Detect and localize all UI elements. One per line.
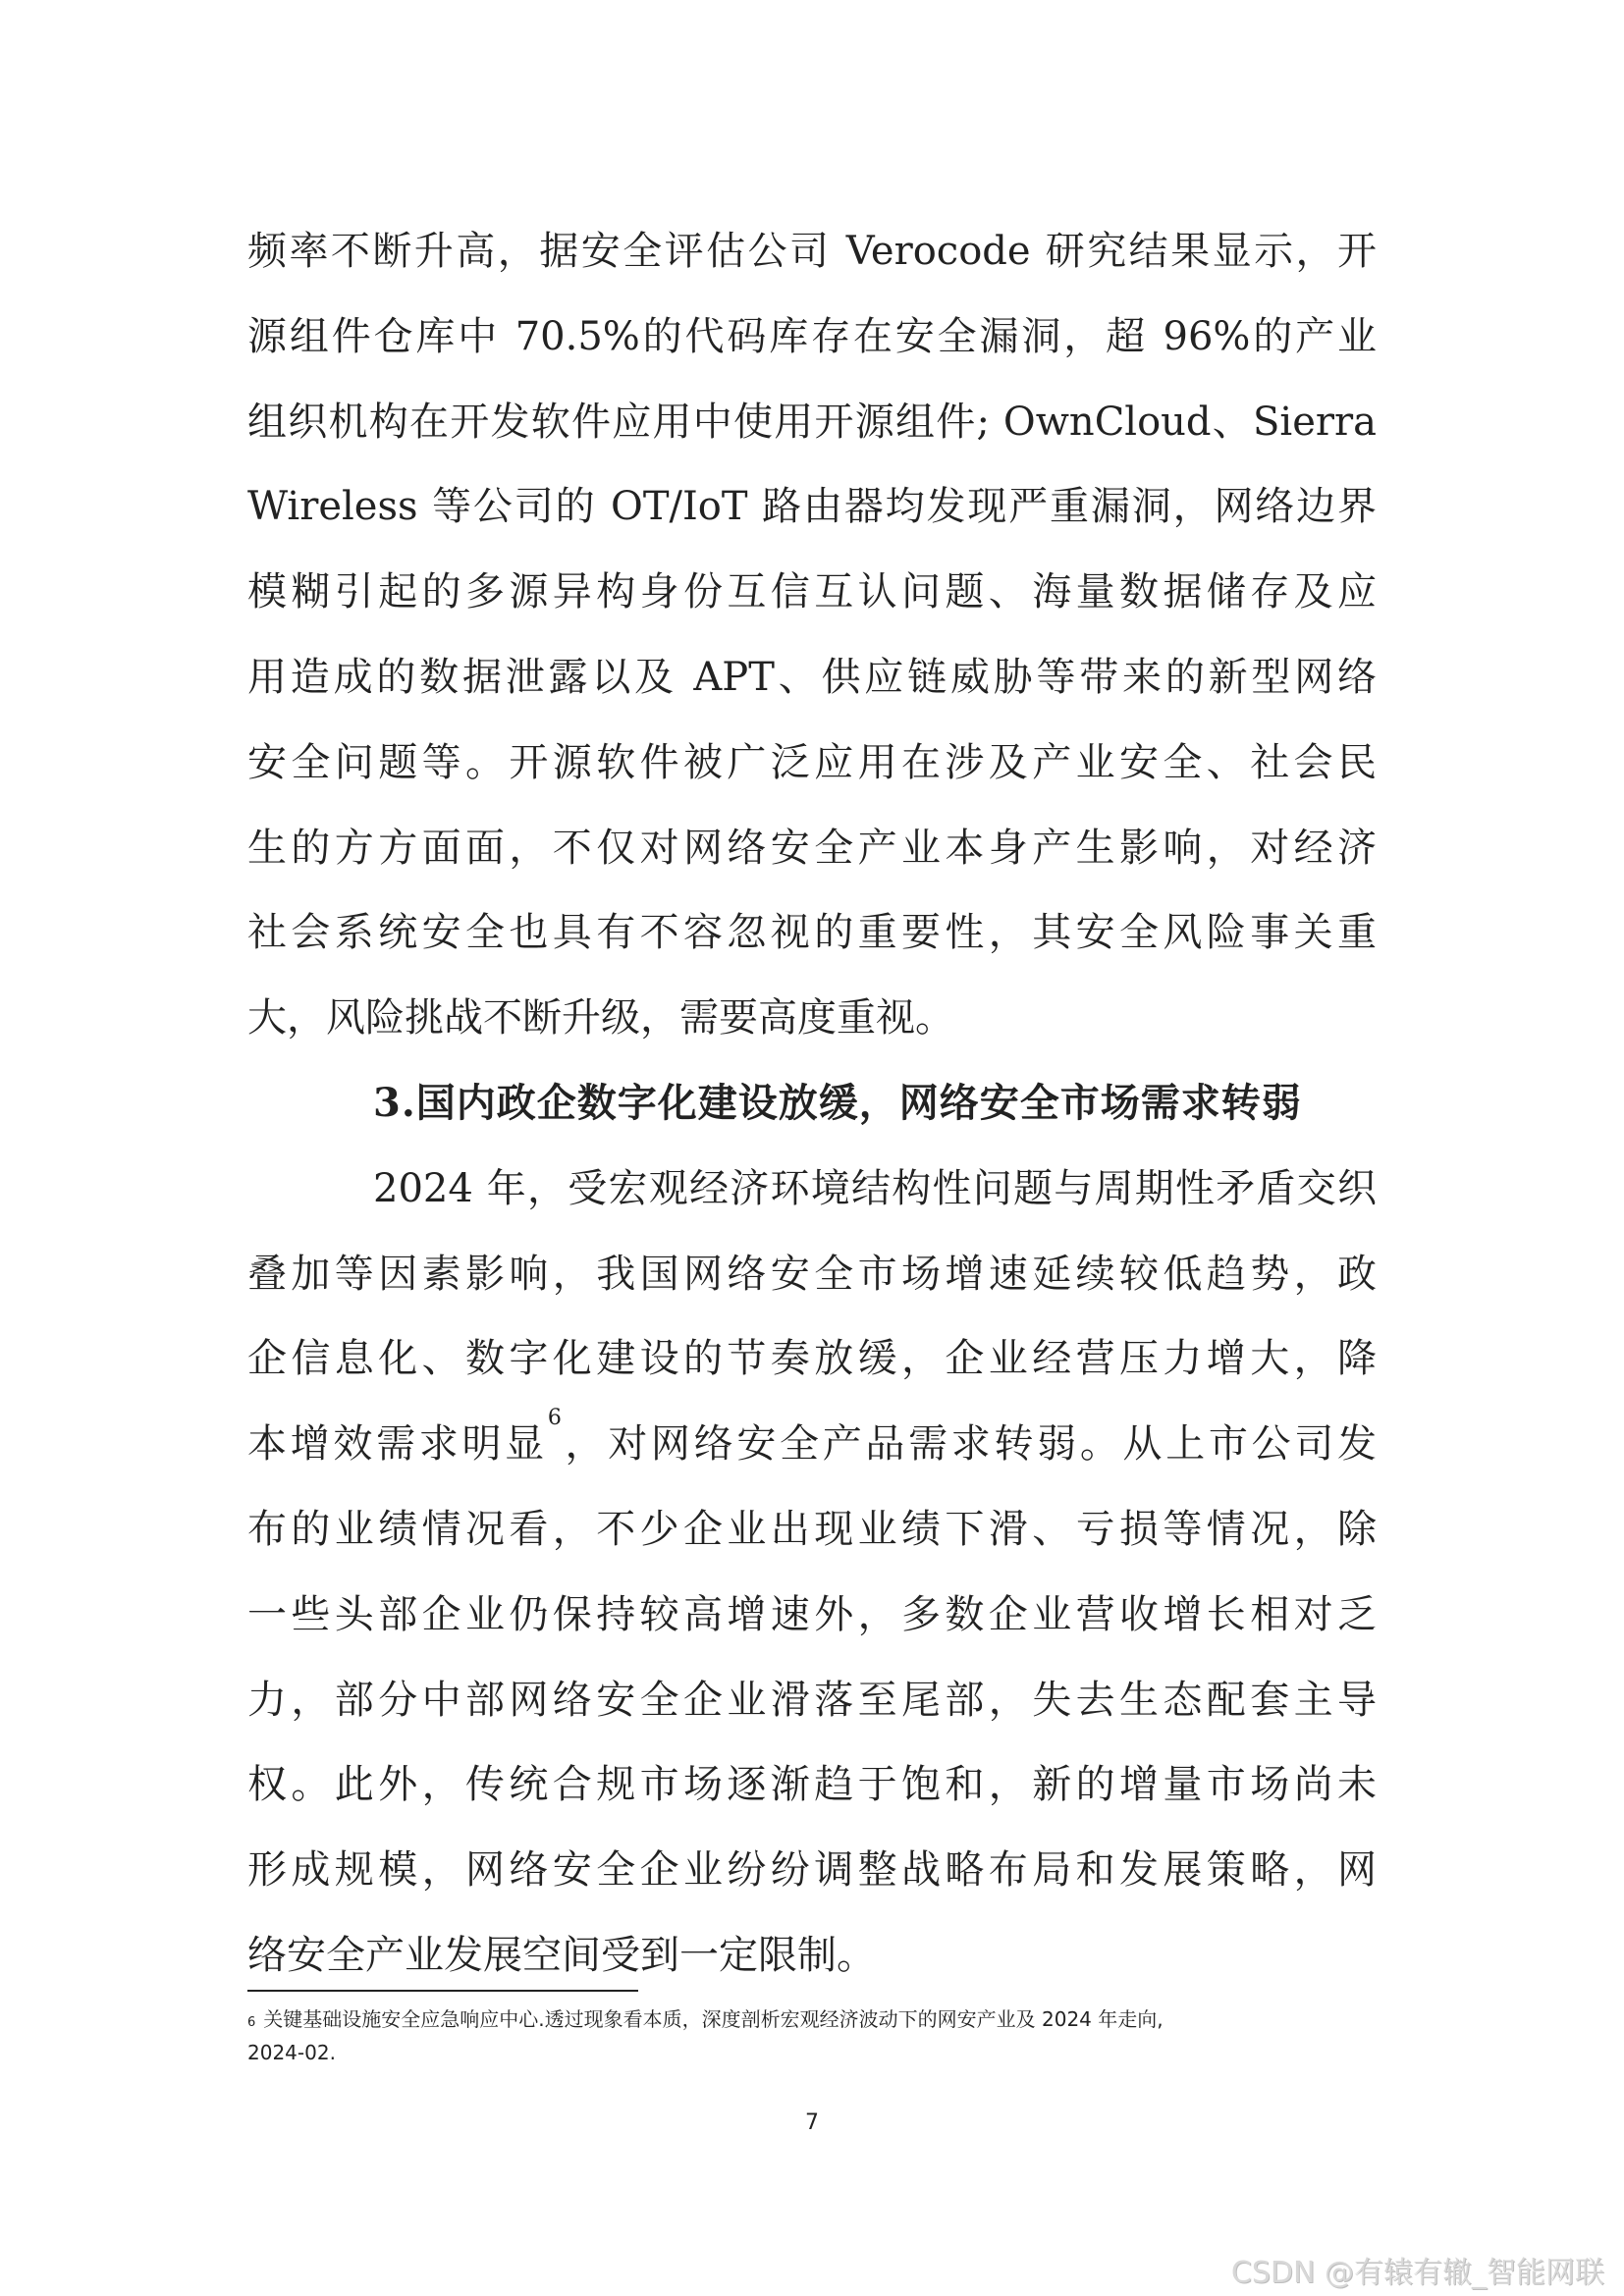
page-number: 7 — [805, 2110, 819, 2135]
paragraph-line: 模糊引起的多源异构身份互信互认问题、海量数据储存及应 — [247, 569, 1377, 615]
paragraph-line: 源组件仓库中 70.5%的代码库存在安全漏洞，超 96%的产业 — [247, 313, 1377, 359]
paragraph-line: 企信息化、数字化建设的节奏放缓，企业经营压力增大，降 — [247, 1336, 1377, 1382]
paragraph-line: 布的业绩情况看，不少企业出现业绩下滑、亏损等情况，除 — [247, 1506, 1377, 1552]
footnote-line — [247, 2002, 1386, 2036]
section-heading: 3.国内政企数字化建设放缓，网络安全市场需求转弱 — [373, 1079, 1302, 1126]
paragraph-line: 形成规模，网络安全企业纷纷调整战略布局和发展策略，网 — [247, 1847, 1377, 1894]
footnote-line: 2024-02. — [247, 2041, 336, 2064]
paragraph-line: 一些头部企业仍保持较高增速外，多数企业营收增长相对乏 — [247, 1591, 1377, 1637]
paragraph-line: 频率不断升高，据安全评估公司 Verocode 研究结果显示，开 — [247, 229, 1377, 274]
paragraph-line: 组织机构在开发软件应用中使用开源组件; OwnCloud、Sierra — [247, 399, 1377, 445]
paragraph-line: Wireless 等公司的 OT/IoT 路由器均发现严重漏洞，网络边界 — [247, 484, 1377, 530]
footnote-reference[interactable]: 6 — [547, 1406, 562, 1431]
text-segment: ，对网络安全产品需求转弱。从上市公司发 — [561, 1421, 1378, 1468]
paragraph-line: 力，部分中部网络安全企业滑落至尾部，失去生态配套主导 — [247, 1677, 1377, 1723]
paragraph-line-with-footnote — [247, 1402, 1377, 1487]
paragraph-line: 生的方方面面，不仅对网络安全产业本身产生影响，对经济 — [247, 825, 1377, 871]
paragraph-line: 社会系统安全也具有不容忽视的重要性，其安全风险事关重 — [247, 910, 1377, 956]
body-text — [247, 209, 1377, 1999]
paragraph-line: 叠加等因素影响，我国网络安全市场增速延续较低趋势，政 — [247, 1251, 1377, 1297]
text-segment: 本增效需求明显 — [247, 1421, 548, 1468]
footnote-divider — [247, 1990, 638, 1992]
footnote — [247, 2002, 1386, 2069]
paragraph-line: 权。此外，传统合规市场逐渐趋于饱和，新的增量市场尚未 — [247, 1762, 1377, 1808]
paragraph-line: 大，风险挑战不断升级，需要高度重视。 — [247, 995, 954, 1041]
paragraph-line: 安全问题等。开源软件被广泛应用在涉及产业安全、社会民 — [247, 739, 1377, 785]
paragraph-line: 络安全产业发展空间受到一定限制。 — [247, 1932, 876, 1978]
footnote-mark: 6 — [247, 2015, 256, 2030]
footnote-text: 关键基础设施安全应急响应中心.透过现象看本质，深度剖析宏观经济波动下的网安产业及 2024 年走向, — [263, 2007, 1164, 2031]
paragraph-line: 2024 年，受宏观经济环境结构性问题与周期性矛盾交织 — [373, 1165, 1377, 1211]
paragraph-line: 用造成的数据泄露以及 APT、供应链威胁等带来的新型网络 — [247, 654, 1377, 700]
watermark: CSDN @有辕有辙_智能网联 — [1230, 2256, 1604, 2290]
